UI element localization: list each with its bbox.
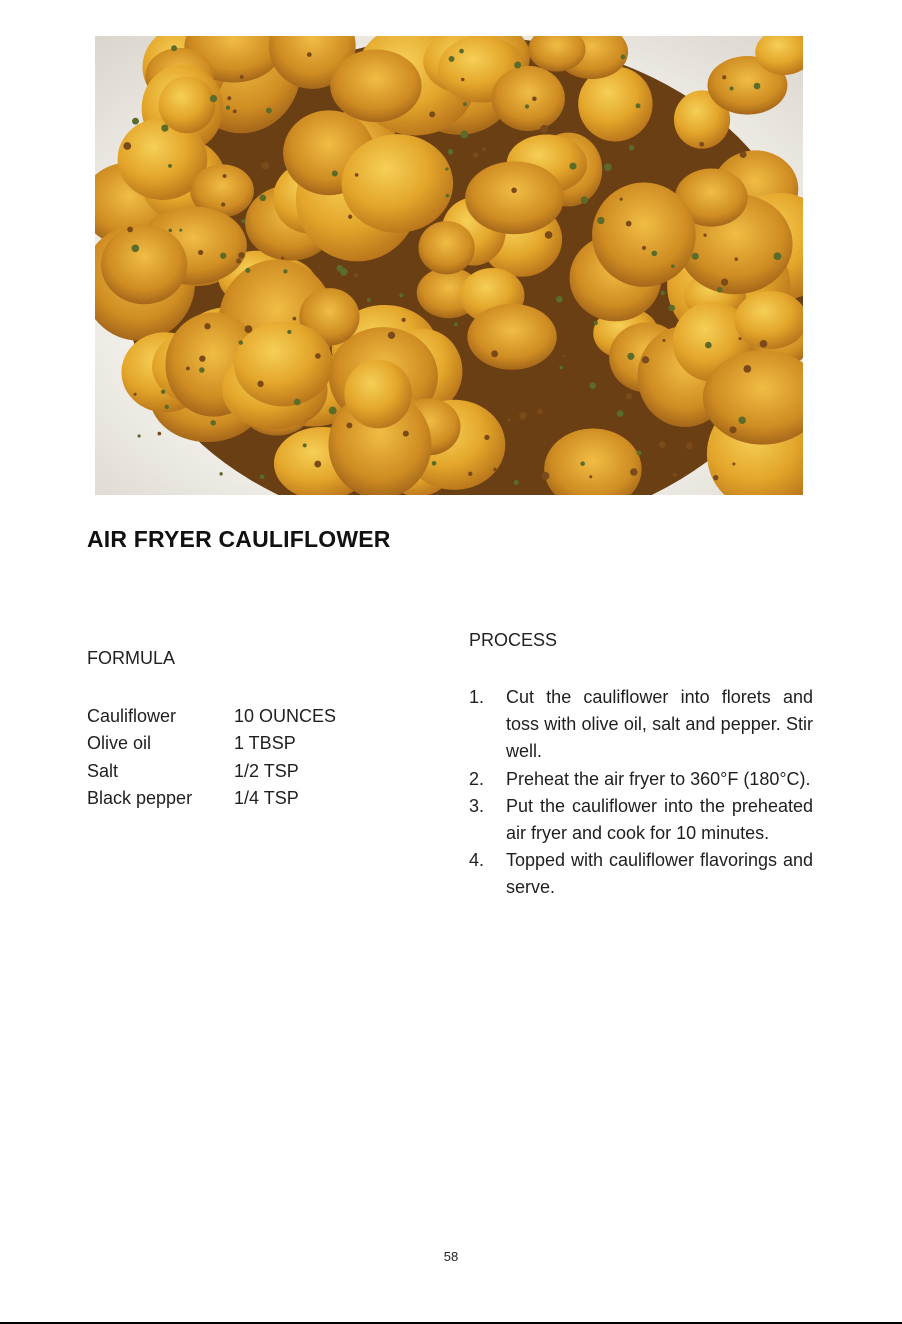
floret-shape bbox=[492, 66, 565, 131]
herb-speck bbox=[668, 305, 675, 312]
herb-speck bbox=[220, 253, 226, 259]
herb-speck bbox=[219, 472, 222, 475]
herb-speck bbox=[525, 104, 529, 108]
process-steps bbox=[469, 684, 813, 902]
step-text: Put the cauliflower into the preheated air fryer and cook for 10 minutes. bbox=[506, 795, 813, 844]
ingredient-name: Salt bbox=[87, 760, 119, 781]
herb-speck bbox=[329, 407, 337, 415]
step-number: 3. bbox=[469, 795, 485, 816]
ingredient-row bbox=[87, 758, 407, 785]
recipe-title: AIR FRYER CAULIFLOWER bbox=[87, 526, 391, 552]
herb-speck bbox=[367, 298, 371, 302]
herb-speck bbox=[722, 75, 726, 79]
herb-speck bbox=[541, 472, 549, 480]
herb-speck bbox=[511, 187, 517, 193]
herb-speck bbox=[199, 367, 204, 372]
herb-speck bbox=[137, 434, 140, 437]
herb-speck bbox=[294, 399, 301, 406]
herb-speck bbox=[199, 355, 205, 361]
herb-speck bbox=[281, 257, 284, 260]
herb-speck bbox=[507, 418, 510, 421]
ingredient-row bbox=[87, 785, 407, 812]
herb-speck bbox=[445, 167, 448, 170]
process-step bbox=[469, 766, 813, 793]
floret-shape bbox=[592, 183, 696, 287]
herb-speck bbox=[314, 461, 321, 468]
ingredient-row bbox=[87, 703, 407, 730]
herb-speck bbox=[545, 231, 553, 239]
herb-speck bbox=[519, 412, 527, 420]
herb-speck bbox=[226, 105, 230, 109]
herb-speck bbox=[732, 462, 735, 465]
page-number: 58 bbox=[443, 1249, 459, 1264]
herb-speck bbox=[449, 56, 455, 62]
process-step bbox=[469, 847, 813, 901]
herb-speck bbox=[563, 354, 566, 357]
cauliflower-photo bbox=[95, 36, 803, 495]
herb-speck bbox=[713, 475, 718, 480]
herb-speck bbox=[730, 86, 734, 90]
herb-speck bbox=[659, 441, 666, 448]
herb-speck bbox=[491, 350, 498, 357]
herb-speck bbox=[315, 353, 321, 359]
herb-speck bbox=[257, 381, 263, 387]
floret-shape bbox=[342, 134, 454, 233]
herb-speck bbox=[161, 124, 168, 131]
herb-speck bbox=[432, 461, 437, 466]
herb-speck bbox=[210, 95, 217, 102]
herb-speck bbox=[580, 461, 585, 466]
herb-speck bbox=[198, 250, 203, 255]
herb-speck bbox=[621, 55, 626, 60]
herb-speck bbox=[717, 287, 723, 293]
herb-speck bbox=[399, 293, 403, 297]
step-text: Topped with cauliflower flavorings and serve. bbox=[506, 850, 813, 898]
floret-shape bbox=[418, 221, 474, 274]
herb-speck bbox=[346, 422, 352, 428]
step-number: 4. bbox=[469, 850, 485, 871]
herb-speck bbox=[482, 147, 486, 151]
herb-speck bbox=[589, 382, 596, 389]
herb-speck bbox=[729, 426, 736, 433]
herb-speck bbox=[662, 339, 665, 342]
ingredient-quantity: 10 OUNCES bbox=[234, 706, 337, 726]
herb-speck bbox=[739, 337, 742, 340]
herb-speck bbox=[630, 468, 637, 475]
herb-speck bbox=[686, 443, 693, 450]
herb-speck bbox=[754, 83, 761, 90]
floret-shape bbox=[234, 321, 333, 406]
herb-speck bbox=[236, 259, 241, 264]
herb-speck bbox=[604, 163, 612, 171]
herb-speck bbox=[123, 142, 131, 150]
herb-speck bbox=[293, 317, 297, 321]
herb-speck bbox=[133, 393, 136, 396]
herb-speck bbox=[221, 202, 225, 206]
herb-speck bbox=[355, 173, 359, 177]
step-text: Preheat the air fryer to 360°F (180°C). bbox=[506, 768, 811, 789]
herb-speck bbox=[245, 268, 250, 273]
herb-speck bbox=[388, 332, 395, 339]
herb-speck bbox=[204, 323, 210, 329]
herb-speck bbox=[165, 405, 169, 409]
herb-speck bbox=[227, 96, 231, 100]
herb-speck bbox=[157, 432, 161, 436]
herb-speck bbox=[168, 164, 172, 168]
herb-speck bbox=[171, 45, 177, 51]
herb-speck bbox=[559, 366, 563, 370]
floret-shape bbox=[101, 225, 187, 304]
herb-speck bbox=[245, 325, 253, 333]
herb-speck bbox=[127, 227, 133, 233]
floret-shape bbox=[159, 76, 216, 133]
herb-speck bbox=[589, 475, 592, 478]
herb-speck bbox=[734, 257, 738, 261]
formula-heading: FORMULA bbox=[87, 648, 176, 668]
step-number: 1. bbox=[469, 687, 485, 707]
herb-speck bbox=[594, 321, 598, 325]
ingredient-name: Olive oil bbox=[87, 733, 152, 754]
herb-speck bbox=[348, 215, 352, 219]
herb-speck bbox=[738, 416, 745, 423]
herb-speck bbox=[620, 198, 623, 201]
herb-speck bbox=[773, 252, 781, 260]
herb-speck bbox=[241, 219, 245, 223]
herb-speck bbox=[186, 367, 190, 371]
ingredient-quantity: 1/2 TSP bbox=[234, 760, 299, 781]
herb-speck bbox=[459, 49, 464, 54]
herb-speck bbox=[651, 251, 657, 257]
herb-speck bbox=[132, 118, 139, 125]
herb-speck bbox=[287, 330, 291, 334]
herb-speck bbox=[448, 149, 454, 155]
herb-speck bbox=[514, 62, 521, 69]
herb-speck bbox=[461, 131, 469, 139]
herb-speck bbox=[597, 217, 604, 224]
herb-speck bbox=[468, 472, 472, 476]
herb-speck bbox=[401, 318, 405, 322]
herb-speck bbox=[673, 473, 677, 477]
herb-speck bbox=[532, 96, 537, 101]
herb-speck bbox=[303, 443, 307, 447]
step-number: 2. bbox=[469, 768, 485, 789]
herb-speck bbox=[473, 152, 478, 157]
herb-speck bbox=[179, 229, 182, 232]
ingredient-name: Black pepper bbox=[87, 787, 193, 808]
herb-speck bbox=[307, 52, 312, 57]
process-heading: PROCESS bbox=[469, 630, 558, 650]
floret-shape bbox=[465, 161, 564, 234]
herb-speck bbox=[629, 145, 635, 151]
ingredient-quantity: 1 TBSP bbox=[234, 733, 296, 754]
herb-speck bbox=[210, 420, 216, 426]
herb-speck bbox=[233, 109, 237, 113]
step-text: Cut the cauliflower into florets and toss with olive oil, salt and pepper. Stir well. bbox=[506, 687, 813, 762]
herb-speck bbox=[239, 340, 243, 344]
process-step bbox=[469, 684, 813, 766]
herb-speck bbox=[454, 322, 458, 326]
herb-speck bbox=[740, 151, 747, 158]
roasted-cauliflower-image bbox=[95, 36, 803, 495]
herb-speck bbox=[354, 273, 358, 277]
herb-speck bbox=[429, 111, 435, 117]
ingredient-quantity: 1/4 TSP bbox=[234, 787, 299, 808]
herb-speck bbox=[671, 264, 675, 268]
herb-speck bbox=[721, 279, 728, 286]
herb-speck bbox=[569, 163, 576, 170]
herb-speck bbox=[626, 393, 632, 399]
herb-speck bbox=[131, 244, 139, 252]
herb-speck bbox=[642, 246, 646, 250]
herb-speck bbox=[266, 108, 272, 114]
herb-speck bbox=[461, 78, 465, 82]
herb-speck bbox=[626, 221, 632, 227]
herb-speck bbox=[238, 252, 245, 259]
herb-speck bbox=[627, 353, 634, 360]
herb-speck bbox=[240, 75, 244, 79]
herb-speck bbox=[283, 269, 287, 273]
floret-shape bbox=[330, 49, 421, 122]
herb-speck bbox=[537, 409, 543, 415]
herb-speck bbox=[446, 194, 450, 198]
ingredient-list bbox=[87, 703, 407, 812]
herb-speck bbox=[636, 103, 641, 108]
ingredient-row bbox=[87, 730, 407, 757]
herb-speck bbox=[692, 253, 699, 260]
floret-shape bbox=[467, 304, 556, 370]
herb-speck bbox=[705, 342, 712, 349]
herb-speck bbox=[760, 340, 768, 348]
herb-speck bbox=[540, 125, 548, 133]
herb-speck bbox=[340, 268, 348, 276]
herb-speck bbox=[699, 142, 704, 147]
herb-speck bbox=[484, 435, 489, 440]
herb-speck bbox=[581, 196, 588, 203]
herb-speck bbox=[556, 296, 563, 303]
herb-speck bbox=[260, 195, 267, 202]
herb-speck bbox=[493, 468, 497, 472]
herb-speck bbox=[642, 356, 649, 363]
herb-speck bbox=[260, 474, 265, 479]
herb-speck bbox=[403, 431, 409, 437]
herb-speck bbox=[514, 480, 519, 485]
herb-speck bbox=[661, 291, 665, 295]
herb-speck bbox=[463, 102, 467, 106]
floret-shape bbox=[344, 360, 412, 429]
herb-speck bbox=[744, 365, 752, 373]
herb-speck bbox=[703, 234, 706, 237]
process-step bbox=[469, 793, 813, 847]
herb-speck bbox=[168, 229, 172, 233]
herb-speck bbox=[617, 410, 624, 417]
herb-speck bbox=[161, 390, 165, 394]
herb-speck bbox=[261, 162, 269, 170]
herb-speck bbox=[332, 170, 338, 176]
herb-speck bbox=[223, 174, 227, 178]
ingredient-name: Cauliflower bbox=[87, 706, 177, 726]
herb-speck bbox=[637, 450, 642, 455]
